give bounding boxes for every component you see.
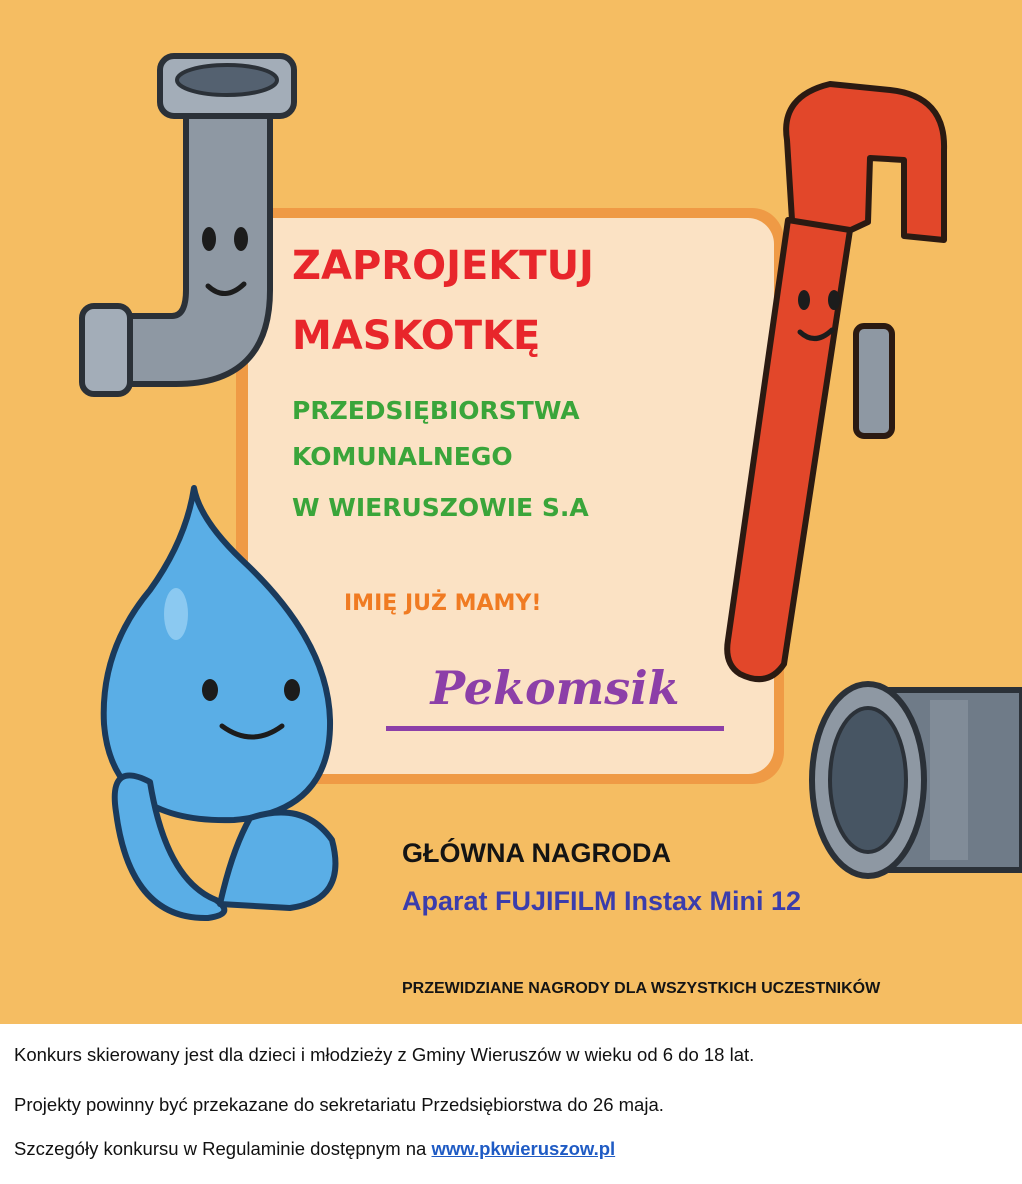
title-line-2: MASKOTKĘ — [292, 313, 541, 359]
subtitle-line-3: W WIERUSZOWIE S.A — [292, 493, 589, 522]
name-note: IMIĘ JUŻ MAMY! — [344, 591, 542, 616]
info-line-3 — [14, 1140, 615, 1159]
subtitle-line-1: PRZEDSIĘBIORSTWA — [292, 396, 580, 425]
info-line-1: Konkurs skierowany jest dla dzieci i młodzieży z Gminy Wieruszów w wieku od 6 do 18 lat. — [14, 1044, 755, 1065]
mascot-name: Pekomsik — [430, 661, 680, 715]
title-line-1: ZAPROJEKTUJ — [292, 243, 594, 289]
pipe-end-icon — [812, 684, 1022, 876]
info-line-2: Projekty powinny być przekazane do sekretariatu Przedsiębiorstwa do 26 maja. — [14, 1094, 664, 1115]
prizes-for-all: PRZEWIDZIANE NAGRODY DLA WSZYSTKICH UCZESTNIKÓW — [402, 980, 881, 997]
prize-value: Aparat FUJIFILM Instax Mini 12 — [402, 886, 802, 916]
gray-pipe-icon — [82, 56, 294, 394]
info-line-3-text: Szczegóły konkursu w Regulaminie dostępnym na — [14, 1138, 432, 1159]
mascot-name-underline — [386, 726, 724, 731]
subtitle-line-2: KOMUNALNEGO — [292, 442, 513, 471]
prize-heading: GŁÓWNA NAGRODA — [402, 838, 671, 868]
website-link[interactable]: www.pkwieruszow.pl — [431, 1138, 616, 1159]
